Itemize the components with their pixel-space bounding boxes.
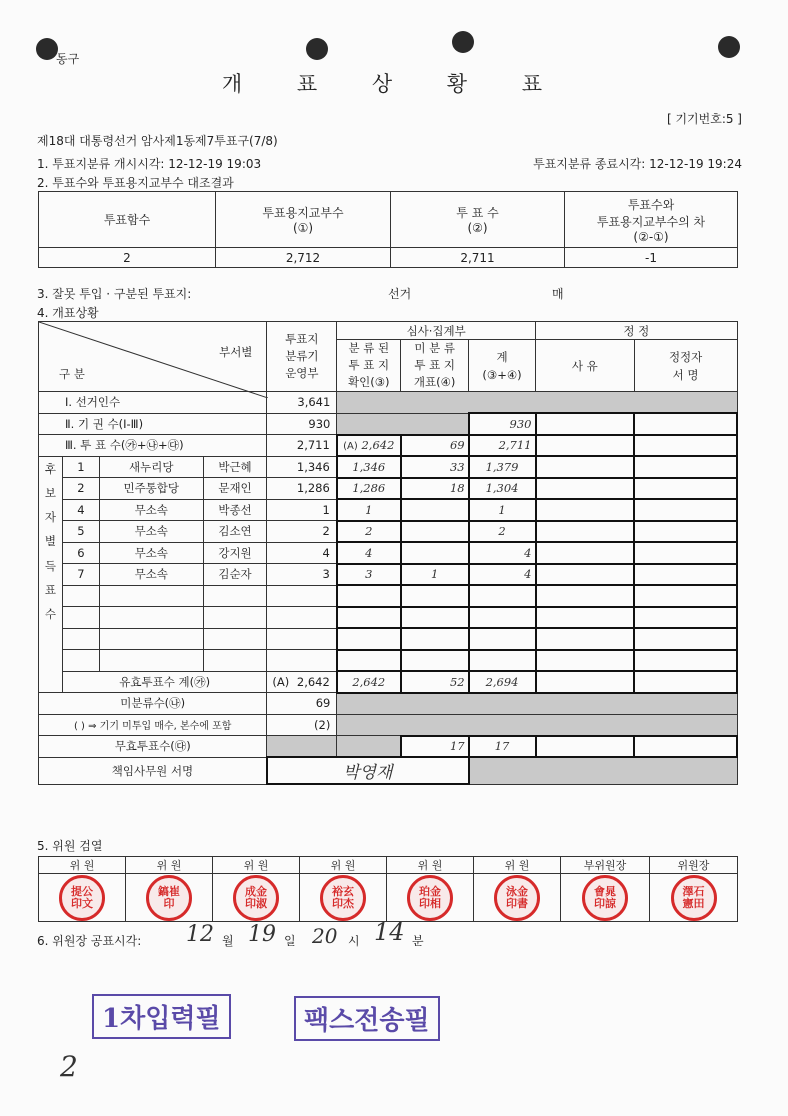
empty-cell — [401, 650, 469, 672]
seal-cell — [213, 874, 300, 922]
candidate-reason[interactable] — [536, 478, 635, 500]
role-label: 위 원 — [474, 857, 561, 874]
red-seal: 珀金 印相 — [407, 875, 453, 921]
fax-sent-stamp: 팩스전송필 — [294, 996, 440, 1041]
candidate-unclassified: 18 — [401, 478, 469, 500]
entry-complete-stamp: 1차입력필 — [92, 994, 231, 1039]
red-seal: 提公 印文 — [59, 875, 105, 921]
signature-label: 책임사무원 서명 — [39, 757, 267, 784]
candidate-number: 4 — [62, 499, 99, 521]
cell-votes: 2,711 — [391, 248, 565, 268]
empty-cell — [536, 650, 635, 672]
empty-cell — [62, 628, 99, 650]
seal-cell — [561, 874, 650, 922]
header-diff: 투표수와 투표용지교부수의 차 (②-①) — [565, 192, 738, 248]
empty-cell — [203, 607, 267, 629]
section-2-label: 2. 투표수와 투표용지교부수 대조결과 — [37, 176, 234, 190]
invalid-votes-label: 무효투표수(㉰) — [39, 736, 267, 758]
candidate-party: 무소속 — [99, 499, 203, 521]
candidate-number: 6 — [62, 542, 99, 564]
candidate-sum: 1,304 — [469, 478, 536, 500]
empty-cell — [203, 585, 267, 607]
row-votes-value: 2,711 — [267, 435, 337, 457]
unclassified-value: 69 — [267, 693, 337, 715]
candidate-reason[interactable] — [536, 499, 635, 521]
seal-cell — [39, 874, 126, 922]
header-review: 심사·집계부 — [337, 322, 536, 340]
section-3-election: 선거 — [388, 287, 412, 301]
header-votes: 투 표 수 (②) — [391, 192, 565, 248]
row-votes-unclassified: 69 — [401, 435, 469, 457]
candidate-sum: 1,379 — [469, 456, 536, 478]
candidate-sum: 1 — [469, 499, 536, 521]
sort-start-time: 1. 투표지분류 개시시각: 12-12-19 19:03 — [37, 157, 262, 171]
seal-cell — [387, 874, 474, 922]
valid-votes-sum: 2,694 — [469, 671, 536, 693]
candidate-name: 강지원 — [203, 542, 267, 564]
row-abstain-sign[interactable] — [634, 413, 737, 435]
empty-cell — [99, 650, 203, 672]
candidate-machine-count: 4 — [267, 542, 337, 564]
header-sum: 계 (③+④) — [469, 340, 536, 392]
empty-cell — [99, 585, 203, 607]
candidate-reason[interactable] — [536, 456, 635, 478]
comparison-table — [38, 191, 738, 268]
cell-issued: 2,712 — [216, 248, 391, 268]
section-6-label: 6. 위원장 공표시각: — [37, 934, 142, 948]
seal-cell — [650, 874, 738, 922]
day-unit: 일 — [284, 934, 296, 948]
seal-cell — [300, 874, 387, 922]
candidate-number: 5 — [62, 521, 99, 543]
candidate-unclassified — [401, 521, 469, 543]
invalid-votes-sum: 17 — [469, 736, 536, 758]
machine-number: [ 기기번호:5 ] — [666, 112, 742, 126]
header-issued: 투표용지교부수 (①) — [216, 192, 391, 248]
punch-hole — [306, 38, 328, 60]
section-5-label: 5. 위원 검열 — [37, 839, 103, 853]
shaded-cell — [469, 757, 737, 784]
candidate-sign[interactable] — [634, 521, 737, 543]
committee-table — [38, 856, 738, 922]
candidate-classified: 1,346 — [337, 456, 401, 478]
punch-hole — [718, 36, 740, 58]
row-votes-reason[interactable] — [536, 435, 635, 457]
shaded-cell — [337, 693, 737, 715]
empty-cell — [634, 607, 737, 629]
candidate-machine-count: 1,346 — [267, 456, 337, 478]
candidate-unclassified: 33 — [401, 456, 469, 478]
candidate-reason[interactable] — [536, 542, 635, 564]
seal-cell — [474, 874, 561, 922]
shaded-cell — [267, 736, 337, 758]
side-label-column: 후 보 자 별 득 표 수 — [39, 456, 63, 693]
row-electors-value: 3,641 — [267, 392, 337, 414]
header-dept: 부서별 — [219, 345, 253, 359]
announce-day: 19 — [248, 922, 276, 947]
empty-cell — [536, 607, 635, 629]
hour-unit: 시 — [348, 934, 360, 948]
valid-votes-label: 유효투표수 계(㉮) — [62, 671, 266, 693]
empty-cell — [536, 628, 635, 650]
shaded-cell — [337, 392, 737, 414]
header-reason: 사 유 — [536, 340, 635, 392]
empty-cell — [469, 628, 536, 650]
district-label: 동구 — [56, 52, 80, 66]
count-status-table — [38, 321, 738, 785]
red-seal: 裕玄 印杰 — [320, 875, 366, 921]
candidate-party: 민주통합당 — [99, 478, 203, 500]
minute-unit: 분 — [412, 934, 424, 948]
header-unclassified: 미 분 류 투 표 지 개표(④) — [401, 340, 469, 392]
empty-cell — [62, 650, 99, 672]
empty-cell — [337, 585, 401, 607]
announce-month: 12 — [186, 922, 214, 947]
candidate-sign[interactable] — [634, 542, 737, 564]
empty-cell — [267, 628, 337, 650]
unclassified-label: 미분류수(㉯) — [39, 693, 267, 715]
candidate-classified: 3 — [337, 564, 401, 586]
candidate-sign[interactable] — [634, 499, 737, 521]
candidate-classified: 1,286 — [337, 478, 401, 500]
candidate-classified: 4 — [337, 542, 401, 564]
row-electors-label: Ⅰ. 선거인수 — [39, 392, 267, 414]
cell-diff: -1 — [565, 248, 738, 268]
red-seal: 成金 印淑 — [233, 875, 279, 921]
header-boxes: 투표함수 — [39, 192, 216, 248]
candidate-party: 무소속 — [99, 542, 203, 564]
row-votes-sum: 2,711 — [469, 435, 536, 457]
empty-cell — [99, 628, 203, 650]
invalid-votes-unclassified: 17 — [401, 736, 469, 758]
valid-votes-unclassified: 52 — [401, 671, 469, 693]
header-category: 구 분 — [59, 367, 85, 381]
valid-votes-reason[interactable] — [536, 671, 635, 693]
candidate-name: 김소연 — [203, 521, 267, 543]
candidate-number: 1 — [62, 456, 99, 478]
role-label: 위원장 — [650, 857, 738, 874]
role-label: 위 원 — [126, 857, 213, 874]
section-4-label: 4. 개표상황 — [37, 306, 99, 320]
empty-cell — [267, 585, 337, 607]
header-machine: 투표지 분류기 운영부 — [267, 322, 337, 392]
shaded-cell — [337, 736, 401, 758]
empty-cell — [99, 607, 203, 629]
page-title: 개 표 상 황 표 — [221, 72, 567, 96]
signature-field[interactable]: 박영재 — [267, 757, 469, 784]
row-abstain-hand: 930 — [469, 413, 536, 435]
role-label: 부위원장 — [561, 857, 650, 874]
candidate-number: 2 — [62, 478, 99, 500]
empty-cell — [62, 607, 99, 629]
empty-cell — [401, 607, 469, 629]
candidate-machine-count: 1 — [267, 499, 337, 521]
red-seal: 鎬崔 印 — [146, 875, 192, 921]
red-seal: 泳金 印書 — [494, 875, 540, 921]
candidate-party: 무소속 — [99, 521, 203, 543]
shaded-cell — [337, 714, 737, 736]
header-classified: 분 류 된 투 표 지 확인(③) — [337, 340, 401, 392]
empty-cell — [536, 585, 635, 607]
candidate-machine-count: 3 — [267, 564, 337, 586]
empty-cell — [401, 628, 469, 650]
empty-cell — [634, 650, 737, 672]
candidate-name: 박근혜 — [203, 456, 267, 478]
empty-cell — [267, 650, 337, 672]
note-label: ( ) ⇒ 기기 미투입 매수, 본수에 포함 — [39, 714, 267, 736]
header-correction: 정 정 — [536, 322, 738, 340]
candidate-unclassified — [401, 499, 469, 521]
candidate-sum: 4 — [469, 564, 536, 586]
sort-end-time: 투표지분류 종료시각: 12-12-19 19:24 — [533, 157, 742, 171]
role-label: 위 원 — [387, 857, 474, 874]
candidate-sum: 2 — [469, 521, 536, 543]
row-votes-sign[interactable] — [634, 435, 737, 457]
candidate-party: 무소속 — [99, 564, 203, 586]
section-3-label: 3. 잘못 투입 · 구분된 투표지: — [37, 287, 192, 301]
invalid-votes-reason[interactable] — [536, 736, 635, 758]
row-abstain-value: 930 — [267, 413, 337, 435]
candidate-sum: 4 — [469, 542, 536, 564]
valid-votes-sign[interactable] — [634, 671, 737, 693]
candidate-machine-count: 2 — [267, 521, 337, 543]
announce-minute: 14 — [374, 918, 405, 946]
candidate-machine-count: 1,286 — [267, 478, 337, 500]
empty-cell — [634, 628, 737, 650]
empty-cell — [401, 585, 469, 607]
candidate-sign[interactable] — [634, 456, 737, 478]
empty-cell — [469, 607, 536, 629]
red-seal: 澤石 憲田 — [671, 875, 717, 921]
punch-hole — [452, 31, 474, 53]
note-value: (2) — [267, 714, 337, 736]
red-seal: 會晁 印諒 — [582, 875, 628, 921]
punch-hole — [36, 38, 58, 60]
header-category-cell — [39, 322, 267, 392]
shaded-cell — [337, 413, 469, 435]
valid-votes-value: (A) 2,642 — [267, 671, 337, 693]
row-abstain-reason[interactable] — [536, 413, 635, 435]
empty-cell — [337, 650, 401, 672]
section-3-unit: 매 — [552, 287, 564, 301]
row-votes-classified: (A) 2,642 — [337, 435, 401, 457]
candidate-number: 7 — [62, 564, 99, 586]
candidate-unclassified: 1 — [401, 564, 469, 586]
role-label: 위 원 — [39, 857, 126, 874]
candidate-sign[interactable] — [634, 478, 737, 500]
announce-hour: 20 — [312, 924, 338, 948]
empty-cell — [203, 628, 267, 650]
month-unit: 월 — [222, 934, 234, 948]
candidate-reason[interactable] — [536, 521, 635, 543]
empty-cell — [634, 585, 737, 607]
seal-cell — [126, 874, 213, 922]
diagonal-line — [39, 322, 268, 398]
valid-votes-classified: 2,642 — [337, 671, 401, 693]
page-mark: 2 — [60, 1050, 78, 1083]
empty-cell — [267, 607, 337, 629]
candidate-name: 문재인 — [203, 478, 267, 500]
invalid-votes-sign[interactable] — [634, 736, 737, 758]
empty-cell — [62, 585, 99, 607]
candidate-reason[interactable] — [536, 564, 635, 586]
election-name: 제18대 대통령선거 암사제1동제7투표구(7/8) — [37, 134, 278, 148]
candidate-unclassified — [401, 542, 469, 564]
candidate-party: 새누리당 — [99, 456, 203, 478]
row-abstain-label: Ⅱ. 기 권 수(Ⅰ-Ⅲ) — [39, 413, 267, 435]
empty-cell — [337, 607, 401, 629]
candidate-name: 김순자 — [203, 564, 267, 586]
empty-cell — [337, 628, 401, 650]
role-label: 위 원 — [213, 857, 300, 874]
candidate-name: 박종선 — [203, 499, 267, 521]
candidate-classified: 1 — [337, 499, 401, 521]
header-corrector: 정정자 서 명 — [634, 340, 737, 392]
cell-boxes: 2 — [39, 248, 216, 268]
role-label: 위 원 — [300, 857, 387, 874]
candidate-sign[interactable] — [634, 564, 737, 586]
empty-cell — [469, 585, 536, 607]
empty-cell — [203, 650, 267, 672]
candidate-classified: 2 — [337, 521, 401, 543]
empty-cell — [469, 650, 536, 672]
row-votes-label: Ⅲ. 투 표 수(㉮+㉯+㉰) — [39, 435, 267, 457]
